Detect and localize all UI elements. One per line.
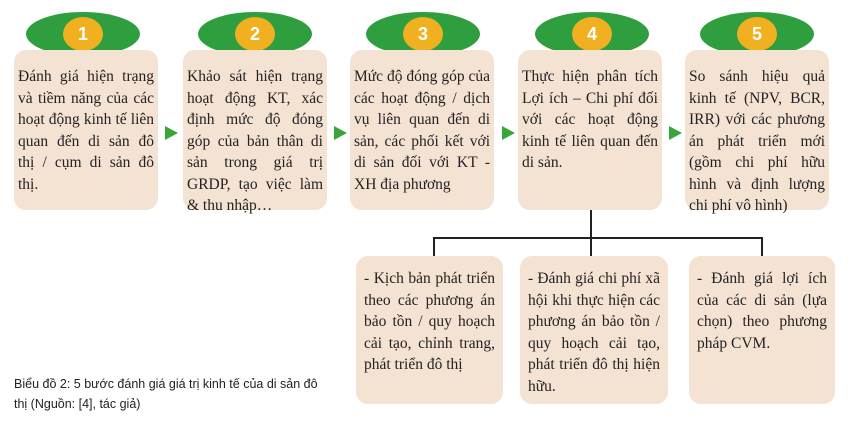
sub-step-1-box: - Kịch bản phát triển theo các phương án bảo tồn / quy hoạch cải tạo, chỉnh trang, phát triển đô thị (356, 256, 503, 404)
step-5-number: 5 (737, 17, 777, 51)
arrow-right-3-4 (502, 126, 515, 140)
step-1-box: Đánh giá hiện trạng và tiềm năng của các hoạt động kinh tế liên quan đến di sản đô thị / cụm di sản đô thị. (14, 50, 158, 210)
arrow-right-1-2 (165, 126, 178, 140)
step-4-number: 4 (572, 17, 612, 51)
step-1-number: 1 (63, 17, 103, 51)
step-2-number: 2 (235, 17, 275, 51)
step-3-box: Mức độ đóng góp của các hoạt động / dịch vụ liên quan đến di sản, các phối kết với di sản đối với KT - XH địa phương (350, 50, 494, 210)
figure-caption: Biểu đồ 2: 5 bước đánh giá giá trị kinh tế của di sản đô thị (Nguồn: [4], tác giả) (14, 377, 318, 411)
connector-drop-1 (433, 237, 435, 256)
sub-step-2-box: - Đánh giá chi phí xã hội khi thực hiện các phương án bảo tồn / quy hoạch cải tạo, phát triển đô thị hiện hữu. (520, 256, 668, 404)
sub-step-3-box: - Đánh giá lợi ích của các di sản (lựa chọn) theo phương pháp CVM. (689, 256, 835, 404)
connector-vertical (590, 210, 592, 238)
connector-horizontal (433, 237, 763, 239)
connector-drop-3 (761, 237, 763, 256)
arrow-right-2-3 (334, 126, 347, 140)
step-2-box: Khảo sát hiện trạng hoạt động KT, xác định mức độ đóng góp của bản thân di sản trong giá trị GRDP, tạo việc làm & thu nhập… (183, 50, 327, 210)
connector-drop-2 (590, 237, 592, 256)
arrow-right-4-5 (669, 126, 682, 140)
step-3-number: 3 (403, 17, 443, 51)
step-5-box: So sánh hiệu quả kinh tế (NPV, BCR, IRR) với các phương án phát triển mới (gồm chi phí hữu hình và định lượng chi phí vô hình) (685, 50, 829, 210)
step-4-box: Thực hiện phân tích Lợi ích – Chi phí đối với các hoạt động kinh tế liên quan đến di sản. (518, 50, 662, 210)
